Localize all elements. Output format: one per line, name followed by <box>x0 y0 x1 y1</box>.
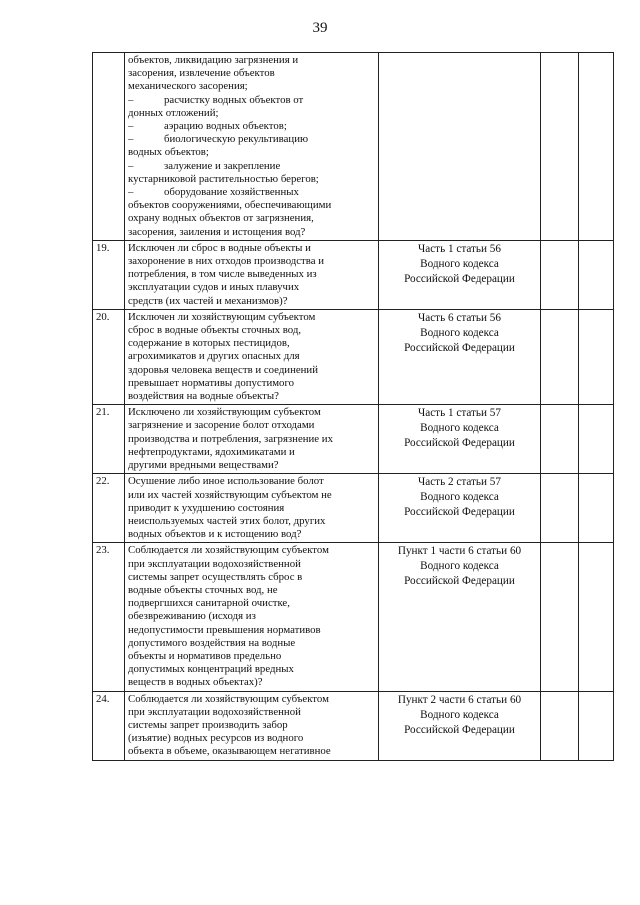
dash-marker: – <box>128 186 134 199</box>
question-line: захоронение в них отходов производства и <box>128 255 325 268</box>
answer-cell <box>541 240 579 309</box>
answer-cell <box>541 309 579 404</box>
question-line: Исключен ли сброс в водные объекты и <box>128 241 311 254</box>
question-cell <box>125 405 379 474</box>
question-line: неиспользуемых частей этих болот, других <box>128 514 326 527</box>
row-number-cell: 24. <box>93 691 125 760</box>
reference-line: Российской Федерации <box>404 575 515 588</box>
question-line: загрязнение и засорение болот отходами <box>128 419 315 432</box>
table-row <box>93 309 614 404</box>
question-line: Соблюдается ли хозяйствующим субъектом <box>128 692 329 705</box>
answer-cell <box>541 474 579 543</box>
question-line: содержание в которых пестицидов, <box>128 337 290 350</box>
row-number-cell <box>93 53 125 241</box>
dash-item-text: залужение и закрепление <box>164 159 281 172</box>
question-line: при эксплуатации водохозяйственной <box>128 705 301 718</box>
reference-line: Российской Федерации <box>404 341 515 354</box>
checklist-table <box>92 52 614 761</box>
question-line: засорения, извлечение объектов <box>128 67 275 80</box>
question-line: средств (их частей и механизмов)? <box>128 294 288 307</box>
note-cell <box>579 474 614 543</box>
answer-cell <box>541 53 579 241</box>
reference-line: Водного кодекса <box>420 560 499 573</box>
dash-marker: – <box>128 133 134 146</box>
row-number-cell: 22. <box>93 474 125 543</box>
reference-line: Водного кодекса <box>420 257 499 270</box>
row-number-cell: 21. <box>93 405 125 474</box>
reference-line: Водного кодекса <box>420 326 499 339</box>
question-line: механического засорения; <box>128 80 248 93</box>
table-row-continuation <box>93 53 614 241</box>
checklist-body <box>93 53 614 761</box>
question-line: воздействия на водные объекты? <box>128 390 279 403</box>
question-line: водных объектов и к истощению вод? <box>128 528 302 541</box>
question-cell <box>125 53 379 241</box>
dash-list-item <box>128 94 375 107</box>
dash-item-continuation: кустарниковой растительностью берегов; <box>128 172 319 185</box>
answer-cell <box>541 405 579 474</box>
question-cell <box>125 691 379 760</box>
reference-cell <box>379 240 541 309</box>
question-line: превышает нормативы допустимого <box>128 376 295 389</box>
question-line: Осушение либо иное использование болот <box>128 475 324 488</box>
reference-cell <box>379 309 541 404</box>
reference-line: Водного кодекса <box>420 491 499 504</box>
reference-cell <box>379 543 541 691</box>
answer-cell <box>541 543 579 691</box>
dash-item-text: оборудование хозяйственных <box>164 186 299 199</box>
dash-list-item <box>128 186 375 199</box>
answer-cell <box>541 691 579 760</box>
table-row <box>93 405 614 474</box>
row-number-cell: 23. <box>93 543 125 691</box>
question-line: приводит к ухудшению состояния <box>128 501 285 514</box>
reference-cell <box>379 53 541 241</box>
page-number: 39 <box>312 20 328 36</box>
reference-line: Часть 1 статьи 56 <box>417 242 501 255</box>
question-line: недопустимости превышения нормативов <box>128 623 321 636</box>
question-line: агрохимикатов и других опасных для <box>128 350 300 363</box>
reference-line: Пункт 1 части 6 статьи 60 <box>397 545 522 558</box>
reference-line: Водного кодекса <box>420 422 499 435</box>
table-row <box>93 691 614 760</box>
dash-list-item <box>128 120 375 133</box>
note-cell <box>579 53 614 241</box>
question-line: объектов, ликвидацию загрязнения и <box>128 54 299 66</box>
question-cell <box>125 474 379 543</box>
dash-list <box>128 94 375 239</box>
reference-cell <box>379 405 541 474</box>
dash-item-continuation: объектов сооружениями, обеспечивающими <box>128 199 332 212</box>
question-cell <box>125 543 379 691</box>
question-line: здоровья человека веществ и соединений <box>128 363 318 376</box>
reference-line: Российской Федерации <box>404 272 515 285</box>
dash-marker: – <box>128 120 134 133</box>
reference-line: Водного кодекса <box>420 708 499 721</box>
dash-list-item <box>128 160 375 173</box>
reference-line: Пункт 2 части 6 статьи 60 <box>397 693 522 706</box>
question-cell <box>125 240 379 309</box>
dash-marker: – <box>128 93 134 106</box>
dash-marker: – <box>128 159 134 172</box>
question-line: объекта в объеме, оказывающем негативное <box>128 745 331 758</box>
question-line: или их частей хозяйствующим субъектом не <box>128 488 332 501</box>
question-line: сброс в водные объекты сточных вод, <box>128 324 302 337</box>
dash-item-continuation: водных объектов; <box>128 146 209 159</box>
question-line: объекты и нормативов предельно <box>128 649 282 662</box>
question-line: системы запрет осуществлять сброс в <box>128 570 303 583</box>
reference-line: Российской Федерации <box>404 506 515 519</box>
question-line: системы запрет производить забор <box>128 718 288 731</box>
reference-line: Часть 2 статьи 57 <box>417 476 501 489</box>
table-row <box>93 240 614 309</box>
dash-item-text: расчистку водных объектов от <box>164 93 304 106</box>
question-line: допустимого воздействия на водные <box>128 636 296 649</box>
note-cell <box>579 240 614 309</box>
question-line: водные объекты сточных вод, не <box>128 583 278 596</box>
question-line: производства и потребления, загрязнение их <box>128 432 333 445</box>
row-number-cell: 19. <box>93 240 125 309</box>
question-line: Исключено ли хозяйствующим субъектом <box>128 406 321 419</box>
dash-item-text: биологическую рекультивацию <box>164 133 309 146</box>
row-number-cell: 20. <box>93 309 125 404</box>
question-line: при эксплуатации водохозяйственной <box>128 557 301 570</box>
dash-item-continuation: засорения, заиления и истощения вод? <box>128 225 306 238</box>
reference-line: Российской Федерации <box>404 723 515 736</box>
question-line: другими вредными веществами? <box>128 459 279 472</box>
dash-item-continuation: охрану водных объектов от загрязнения, <box>128 212 314 225</box>
note-cell <box>579 309 614 404</box>
table-row <box>93 474 614 543</box>
dash-list-item <box>128 133 375 146</box>
reference-line: Часть 1 статьи 57 <box>417 407 501 420</box>
note-cell <box>579 691 614 760</box>
question-line: Исключен ли хозяйствующим субъектом <box>128 310 316 323</box>
reference-cell <box>379 474 541 543</box>
dash-item-text: аэрацию водных объектов; <box>164 120 287 133</box>
note-cell <box>579 405 614 474</box>
reference-line: Российской Федерации <box>404 437 515 450</box>
note-cell <box>579 543 614 691</box>
question-line: обезвреживанию (исходя из <box>128 610 256 623</box>
question-line: потребления, в том числе выведенных из <box>128 268 317 281</box>
question-cell <box>125 309 379 404</box>
reference-cell <box>379 691 541 760</box>
question-line: Соблюдается ли хозяйствующим субъектом <box>128 544 329 557</box>
question-line: нефтепродуктами, ядохимикатами и <box>128 445 295 458</box>
dash-item-continuation: донных отложений; <box>128 106 219 119</box>
reference-line: Часть 6 статьи 56 <box>417 311 501 324</box>
question-line: (изъятие) водных ресурсов из водного <box>128 732 304 745</box>
question-line: подвергшихся санитарной очистке, <box>128 597 290 610</box>
question-line: допустимых концентраций вредных <box>128 663 294 676</box>
question-line: эксплуатации судов и иных плавучих <box>128 281 300 294</box>
question-line: веществ в водных объектах)? <box>128 676 263 689</box>
table-row <box>93 543 614 691</box>
